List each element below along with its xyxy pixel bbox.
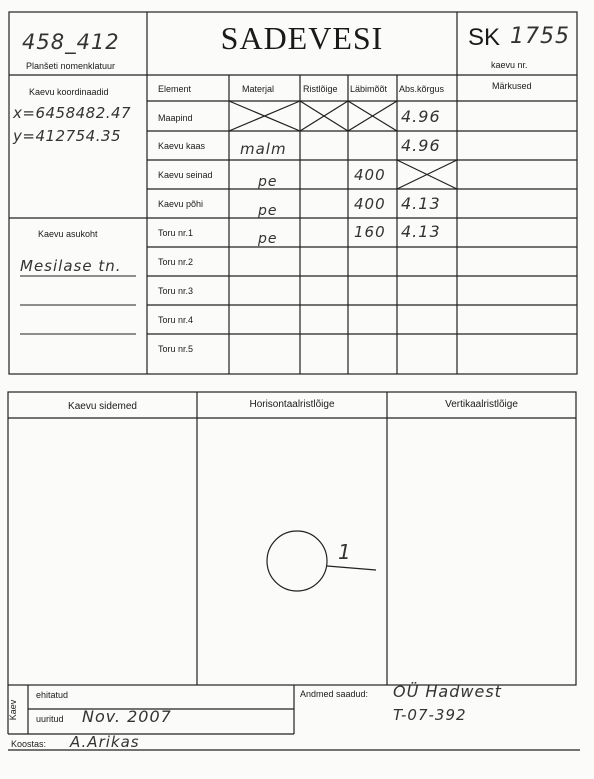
cell-materjal-kaas: malm [240, 140, 287, 158]
coord-x: x=6458482.47 [13, 104, 132, 122]
location-value: Mesilase tn. [20, 257, 122, 275]
well-number-label: kaevu nr. [491, 60, 528, 70]
uuritud-label: uuritud [36, 714, 64, 724]
section-vertikaal: Vertikaalristlõige [445, 399, 518, 410]
cell-abs-pohi: 4.13 [401, 194, 441, 213]
koostas-value: A.Arikas [70, 733, 140, 751]
kaev-label: Kaev [8, 699, 18, 721]
well-prefix: SK [468, 24, 501, 51]
section-sidemed: Kaevu sidemed [68, 401, 137, 412]
coords-label: Kaevu koordinaadid [29, 87, 109, 97]
cell-abs-kaas: 4.96 [401, 136, 441, 155]
cell-materjal-pohi: pe [258, 203, 278, 219]
cell-labimoot-toru1: 160 [354, 223, 386, 241]
sheet-number: 458_412 [22, 30, 120, 54]
cell-abs-maapind: 4.96 [401, 107, 441, 126]
andmed-value-2: T-07-392 [393, 706, 467, 724]
cell-materjal-toru1: pe [258, 231, 278, 247]
page-title: SADEVESI [220, 20, 384, 56]
location-label: Kaevu asukoht [38, 229, 98, 239]
pipe-number-label: 1 [338, 540, 352, 564]
row-toru-2: Toru nr.2 [158, 257, 194, 267]
col-abs: Abs.kõrgus [399, 84, 445, 94]
row-kaevu-seinad: Kaevu seinad [158, 170, 213, 180]
ehitatud-label: ehitatud [36, 690, 69, 700]
col-labimoot: Läbimõõt [350, 84, 388, 94]
col-ristloige: Ristlõige [303, 84, 338, 94]
row-toru-3: Toru nr.3 [158, 286, 194, 296]
cell-labimoot-pohi: 400 [354, 195, 386, 213]
row-kaevu-pohi: Kaevu põhi [158, 199, 204, 209]
sheet-label: Planšeti nomenklatuur [26, 61, 116, 71]
uuritud-value: Nov. 2007 [82, 707, 172, 726]
cell-materjal-seinad: pe [258, 174, 278, 190]
row-toru-5: Toru nr.5 [158, 344, 194, 354]
well-number: 1755 [510, 24, 570, 49]
andmed-value: OÜ Hadwest [393, 682, 502, 701]
section-horisontaal: Horisontaalristlõige [249, 399, 335, 410]
col-markused: Märkused [492, 81, 532, 91]
cell-abs-toru1: 4.13 [401, 222, 441, 241]
cell-labimoot-seinad: 400 [354, 166, 386, 184]
col-element: Element [158, 84, 192, 94]
row-toru-1: Toru nr.1 [158, 228, 194, 238]
andmed-label: Andmed saadud: [300, 689, 369, 699]
col-materjal: Materjal [242, 84, 275, 94]
koostas-label: Koostas: [11, 739, 47, 749]
coord-y: y=412754.35 [13, 127, 122, 145]
row-maapind: Maapind [158, 113, 193, 123]
row-kaevu-kaas: Kaevu kaas [158, 141, 206, 151]
row-toru-4: Toru nr.4 [158, 315, 194, 325]
